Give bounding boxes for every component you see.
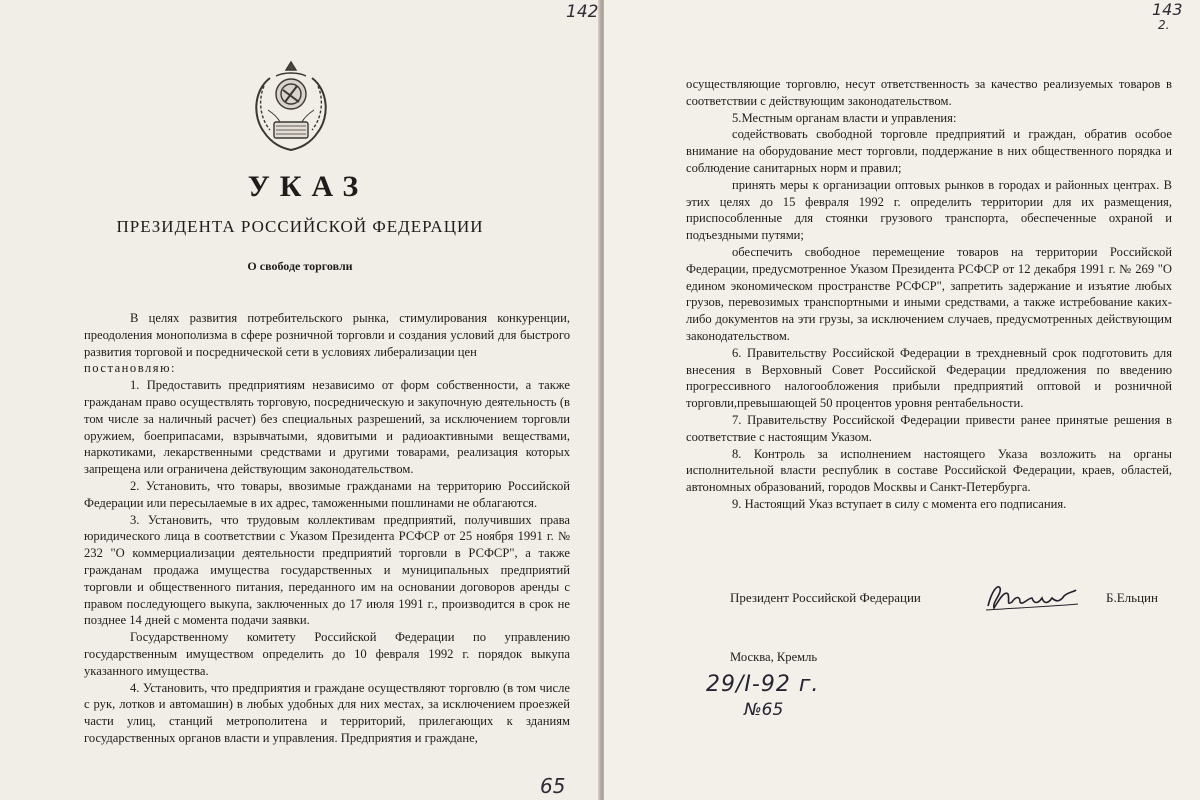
handwritten-number: №65 bbox=[744, 700, 784, 720]
handwritten-page-number-right: 143 bbox=[1152, 0, 1183, 19]
item-2: 2. Установить, что товары, ввозимые гражданами на территорию Российской Федерации или пересылаемые в их адрес, таможенными пошлинами не облагаются. bbox=[84, 478, 570, 510]
resolve-word: постановляю: bbox=[84, 361, 176, 376]
document-issuer: ПРЕЗИДЕНТА РОССИЙСКОЙ ФЕДЕРАЦИИ bbox=[116, 217, 484, 236]
item-8: 8. Контроль за исполнением настоящего Указа возложить на органы исполнительной власти республик в составе Российской Федерации, краев, областей, автономных образований, городов Москвы и Санкт-Петербурга. bbox=[686, 446, 1172, 495]
left-page-body bbox=[84, 310, 570, 747]
document-title: УКАЗ bbox=[247, 170, 369, 203]
handwritten-sheet-number: 2. bbox=[1158, 18, 1170, 32]
handwritten-page-number-left: 142 bbox=[566, 2, 599, 22]
preamble: В целях развития потребительского рынка, стимулирования конкуренции, преодоления монополизма в сфере розничной торговли и создания условий для быстрого развития торговой и посреднической сети в условиях либерализации цен bbox=[84, 311, 570, 359]
coat-of-arms-emblem bbox=[250, 56, 332, 156]
document-subject: О свободе торговли bbox=[247, 259, 353, 273]
item-3-continued: Государственному комитету Российской Федерации по управлению государственным имуществом определить до 10 февраля 1992 г. порядок выкупа указанного имущества. bbox=[84, 630, 570, 678]
item-5-paragraph-1: содействовать свободной торговле предприятий и граждан, обратив особое внимание на оборудование мест торговли, поддержание в них общественного порядка и соблюдение санитарных норм и правил; bbox=[686, 127, 1172, 175]
right-page-body bbox=[686, 76, 1172, 513]
item-4-continued: осуществляющие торговлю, несут ответственность за качество реализуемых товаров в соответствии с действующим законодательством. bbox=[686, 77, 1172, 108]
item-1: 1. Предоставить предприятиям независимо от форм собственности, а также гражданам право осуществлять торговую, посредническую и закупочную деятельность (в том числе за наличный расчет) без специальных разрешений, за исключением торговли оружием, боеприпасами, взрывчатыми, ядовитыми и радиоактивными веществами, наркотиками, лекарственными средствами и другими товарами, реализация которых запрещена или ограничена действующим законодательством. bbox=[84, 378, 570, 477]
signatory-name: Б.Ельцин bbox=[1106, 590, 1158, 605]
item-4: 4. Установить, что предприятия и граждане осуществляют торговлю (в том числе с рук, лотков и автомашин) в любых удобных для них местах, за исключением проезжей части улиц, станций метрополитена и территорий, прилегающих к зданиям государственных органов власти и управления. Предприятия и граждане, bbox=[84, 680, 570, 745]
signature-position: Президент Российской Федерации bbox=[730, 590, 921, 605]
item-3: 3. Установить, что трудовым коллективам предприятий, получивших права юридического лица в соответствии с Указом Президента РСФСР от 25 ноября 1991 г. № 232 "О коммерциализации деятельности предприятий торговли в РСФСР", а также гражданам продажа имущества государственных и муниципальных предприятий торговли и общественного питания, переданного им на основании договоров аренды с правом последующего выкупа, заключенных до 17 июля 1991 г., производится в срок не позднее 14 дней с момента подачи заявки. bbox=[84, 512, 570, 628]
item-9: 9. Настоящий Указ вступает в силу с момента его подписания. bbox=[732, 496, 1067, 511]
item-5-paragraph-2: принять меры к организации оптовых рынков в городах и районных центрах. В этих целях до 15 февраля 1992 г. определить территории для их размещения, приспособленные для стоянки грузового транспорта, обеспеченные охраной и подъездными путями; bbox=[686, 177, 1172, 243]
signing-place: Москва, Кремль bbox=[730, 650, 818, 664]
item-7: 7. Правительству Российской Федерации привести ранее принятые решения в соответствие с настоящим Указом. bbox=[686, 412, 1172, 444]
item-5: 5.Местным органам власти и управления: bbox=[732, 110, 957, 125]
handwritten-signature bbox=[984, 580, 1080, 614]
handwritten-date: 29/I-92 г. bbox=[706, 672, 820, 697]
item-6: 6. Правительству Российской Федерации в трехдневный срок подготовить для внесения в Верховный Совет Российской Федерации предложения по введению прогрессивного налогообложения прибыли предприятий оптовой и розничной торговли,превышающей 50 процентов уровня рентабельности. bbox=[686, 345, 1172, 411]
handwritten-bottom-mark: 65 bbox=[540, 774, 566, 798]
item-5-paragraph-3: обеспечить свободное перемещение товаров на территории Российской Федерации, предусмотренное Указом Президента РСФСР от 12 декабря 1991 г. № 269 "О едином экономическом пространстве РСФСР", запретить задержание и изъятие любых грузов, перевозимых транспортными и иными средствами, а также истребование каких-либо документов на эти грузы, за исключением случаев, предусмотренных действующим законодательством. bbox=[686, 244, 1172, 343]
